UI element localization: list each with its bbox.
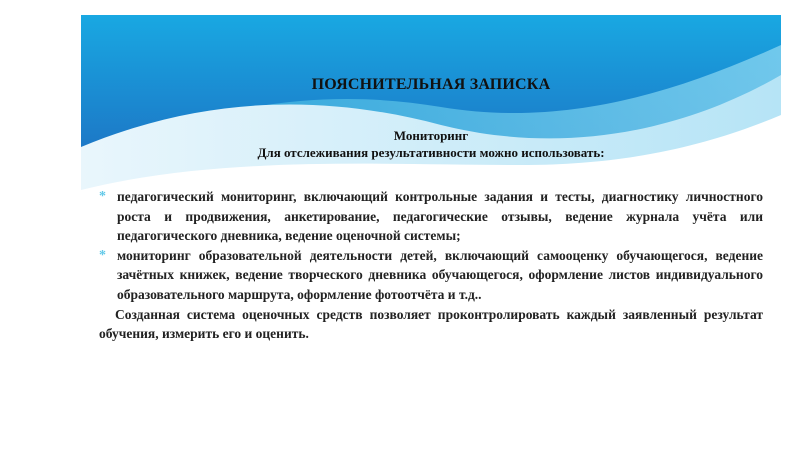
subtitle-intro: Для отслеживания результативности можно использовать: [257,145,605,160]
body-text [99,187,763,344]
bullet-text: педагогический мониторинг, включающий контрольные задания и тесты, диагностику личностного роста и продвижения, анкетирование, педагогические отзывы, ведение журнала учёта или педагогического дневника, ведение оценочной системы; [117,189,763,244]
slide [81,15,781,450]
slide-title: ПОЯСНИТЕЛЬНАЯ ЗАПИСКА [311,76,551,93]
bullet-item [99,246,763,305]
bullet-item [99,187,763,246]
asterisk-bullet-icon: * [99,247,106,263]
asterisk-bullet-icon: * [99,189,106,204]
subtitle-heading: Мониторинг [393,128,469,143]
subtitle [81,127,781,161]
closing-paragraph: Созданная система оценочных средств позволяет проконтролировать каждый заявленный результат обучения, измерить его и оценить. [99,306,763,342]
bullet-text: мониторинг образовательной деятельности детей, включающий самооценку обучающегося, ведение зачётных книжек, ведение творческого дневника обучающегося, оформление листов индивидуального образовательного маршрута, оформление фотоотчёта и т.д.. [117,247,763,302]
